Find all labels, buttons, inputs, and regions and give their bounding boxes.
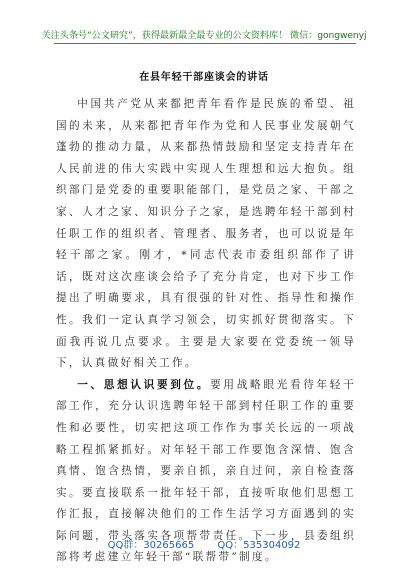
footer-qq-group: QQ群：30265665: [107, 540, 195, 551]
footer-qq: QQ：535304092: [217, 540, 301, 551]
document-body: [56, 94, 356, 569]
paragraph: [56, 94, 356, 375]
header-text: 关注头条号“公文研究”，获得最新最全最专业的公文资料库！ 微信：gongwenyj: [41, 30, 367, 41]
section-heading: 一、思想认识要到位。: [77, 378, 211, 391]
header-divider: [54, 43, 356, 44]
paragraph-text: 中国共产党从来都把青年看作是民族的希望、祖国的未来，从来都把青年作为党和人民事业发展朝气蓬勃的推动力量，从来都热情鼓励和坚定支持青年在人民前进的伟大实践中实现人生理想和远大抱负。组织部门是党委的重要职能部门，是党员之家、干部之家、人才之家、知识分子之家，是选聘年轻干部到村任职工作的组织者、管理者、服务者，也可以说是年轻干部之家。刚才，*同志代表市委组织部作了讲话，既对这次座谈会给予了充分肯定，也对下步工作提出了明确要求，具有很强的针对性、指导性和操作性。我们一定认真学习领会，切实抓好贯彻落实。下面我再说几点要求。主要是大家要在党委统一领导下，认真做好相关工作。: [56, 98, 356, 370]
document-title: 在县年轻干部座谈会的讲话: [139, 72, 269, 83]
page-header: [41, 21, 367, 43]
paragraph-text: 要用战略眼光看待年轻干部工作，充分认识选聘年轻干部到村任职工作的重要性和必要性，切实把这项工作作为事关长远的一项战略工程抓紧抓好。对年轻干部工作要饱含深情、饱含真情、饱含热情，要亲自抓，亲自过问，亲自检查落实。要直接联系一批年轻干部，直接听取他们思想工作汇报，直接解决他们的工作生活学习方面遇到的实际问题，带头落实各项帮带责任。下一步，县委组织部将考虑建立年轻干部“联帮带”制度。: [56, 378, 356, 564]
page-footer: [0, 536, 408, 551]
